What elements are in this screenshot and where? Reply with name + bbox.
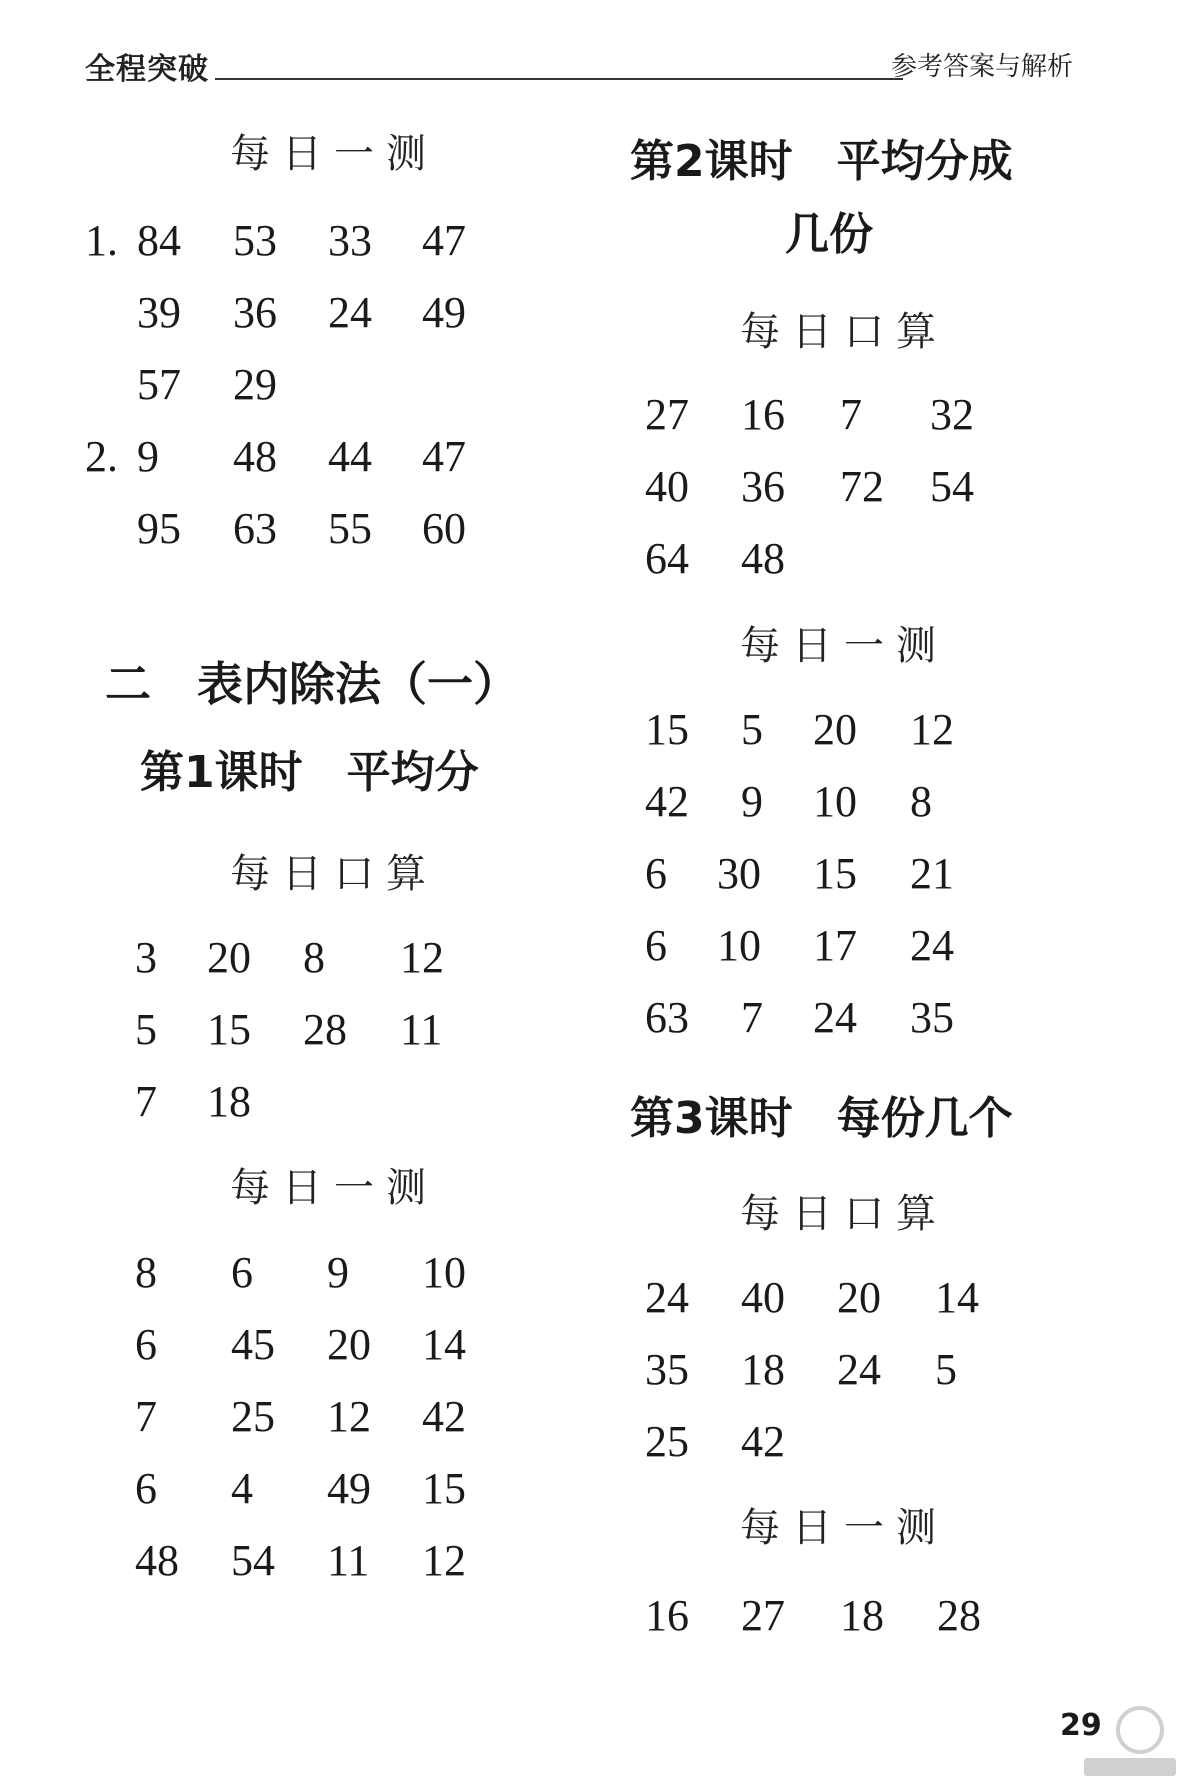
ks-value: 20 [837,1273,881,1322]
page-number: 29 [1060,1708,1102,1743]
left-daily-test-2: 每日一测 [230,1165,438,1211]
page-header [85,40,1073,90]
yc-value: 28 [937,1591,981,1640]
yc-value: 54 [231,1536,275,1585]
yc-value: 5 [741,705,763,754]
ks-value: 64 [645,534,689,583]
ks-value: 5 [935,1345,957,1394]
yc-value: 25 [231,1392,275,1441]
yc-value: 63 [645,993,689,1042]
ks-value: 40 [645,462,689,511]
q1-value: 29 [233,360,277,409]
yc-value: 6 [645,849,667,898]
lesson-1-title: 第1课时 平均分 [140,747,479,798]
ks-value: 25 [645,1417,689,1466]
yc-value: 15 [813,849,857,898]
yc-value: 7 [741,993,763,1042]
q2-value: 9 [137,432,159,481]
q1-value: 24 [328,288,372,337]
yc-value: 42 [645,777,689,826]
ks-value: 28 [303,1005,347,1054]
q1-value: 84 [137,216,181,265]
q2-value: 60 [422,504,466,553]
header-title: 参考答案与解析 [890,52,1073,82]
yc-value: 18 [840,1591,884,1640]
ks-value: 20 [207,933,251,982]
ks-value: 35 [645,1345,689,1394]
yc-value: 24 [910,921,954,970]
yc-value: 16 [645,1591,689,1640]
yc-value: 15 [645,705,689,754]
q2-label: 2. [85,432,118,481]
ks-value: 3 [135,933,157,982]
right-daily-test-2: 每日一测 [740,1505,948,1551]
q1-value: 53 [233,216,277,265]
yc-value: 12 [327,1392,371,1441]
yc-value: 21 [910,849,954,898]
ks-value: 24 [837,1345,881,1394]
yc-value: 9 [327,1248,349,1297]
ks-value: 36 [741,462,785,511]
yc-value: 12 [422,1536,466,1585]
yc-value: 17 [813,921,857,970]
yc-value: 14 [422,1320,466,1369]
q2-value: 55 [328,504,372,553]
q2-value: 44 [328,432,372,481]
chapter-title: 二 表内除法（一） [105,657,519,711]
ks-value: 24 [645,1273,689,1322]
ks-value: 27 [645,390,689,439]
right-daily-oral-2: 每日口算 [740,1191,948,1237]
yc-value: 20 [813,705,857,754]
q1-value: 47 [422,216,466,265]
yc-value: 10 [717,921,761,970]
lesson-2-title-line1: 第2课时 平均分成 [630,136,1013,187]
yc-value: 8 [135,1248,157,1297]
header-rule [215,78,903,80]
yc-value: 6 [135,1320,157,1369]
yc-value: 35 [910,993,954,1042]
yc-value: 11 [327,1536,370,1585]
q2-value: 95 [137,504,181,553]
yc-value: 42 [422,1392,466,1441]
q2-value: 47 [422,432,466,481]
ks-value: 5 [135,1005,157,1054]
q1-value: 36 [233,288,277,337]
yc-value: 10 [422,1248,466,1297]
yc-value: 4 [231,1464,253,1513]
q1-label: 1. [85,216,118,265]
ks-value: 18 [207,1077,251,1126]
yc-value: 6 [645,921,667,970]
q1-value: 33 [328,216,372,265]
yc-value: 15 [422,1464,466,1513]
ks-value: 14 [935,1273,979,1322]
q2-value: 48 [233,432,277,481]
ks-value: 42 [741,1417,785,1466]
yc-value: 6 [135,1464,157,1513]
ks-value: 7 [840,390,862,439]
yc-value: 48 [135,1536,179,1585]
yc-value: 45 [231,1320,275,1369]
ks-value: 40 [741,1273,785,1322]
ks-value: 54 [930,462,974,511]
yc-value: 12 [910,705,954,754]
q1-value: 57 [137,360,181,409]
yc-value: 20 [327,1320,371,1369]
yc-value: 7 [135,1392,157,1441]
q1-value: 39 [137,288,181,337]
ks-value: 12 [400,933,444,982]
yc-value: 10 [813,777,857,826]
q1-value: 49 [422,288,466,337]
ks-value: 8 [303,933,325,982]
yc-value: 27 [741,1591,785,1640]
ks-value: 48 [741,534,785,583]
yc-value: 49 [327,1464,371,1513]
ks-value: 18 [741,1345,785,1394]
left-daily-test-1: 每日一测 [230,131,438,177]
lesson-2-title-line2: 几份 [785,209,873,260]
yc-value: 9 [741,777,763,826]
logo-text: 全程突破 [85,52,209,87]
left-daily-oral: 每日口算 [230,851,438,897]
right-daily-oral-1: 每日口算 [740,309,948,355]
watermark-logo [1080,1700,1180,1780]
ks-value: 72 [840,462,884,511]
yc-value: 24 [813,993,857,1042]
q2-value: 63 [233,504,277,553]
ks-value: 7 [135,1077,157,1126]
yc-value: 8 [910,777,932,826]
ks-value: 15 [207,1005,251,1054]
yc-value: 6 [231,1248,253,1297]
ks-value: 11 [400,1005,443,1054]
lesson-3-title: 第3课时 每份几个 [630,1093,1013,1144]
yc-value: 30 [717,849,761,898]
ks-value: 32 [930,390,974,439]
ks-value: 16 [741,390,785,439]
right-daily-test-1: 每日一测 [740,623,948,669]
